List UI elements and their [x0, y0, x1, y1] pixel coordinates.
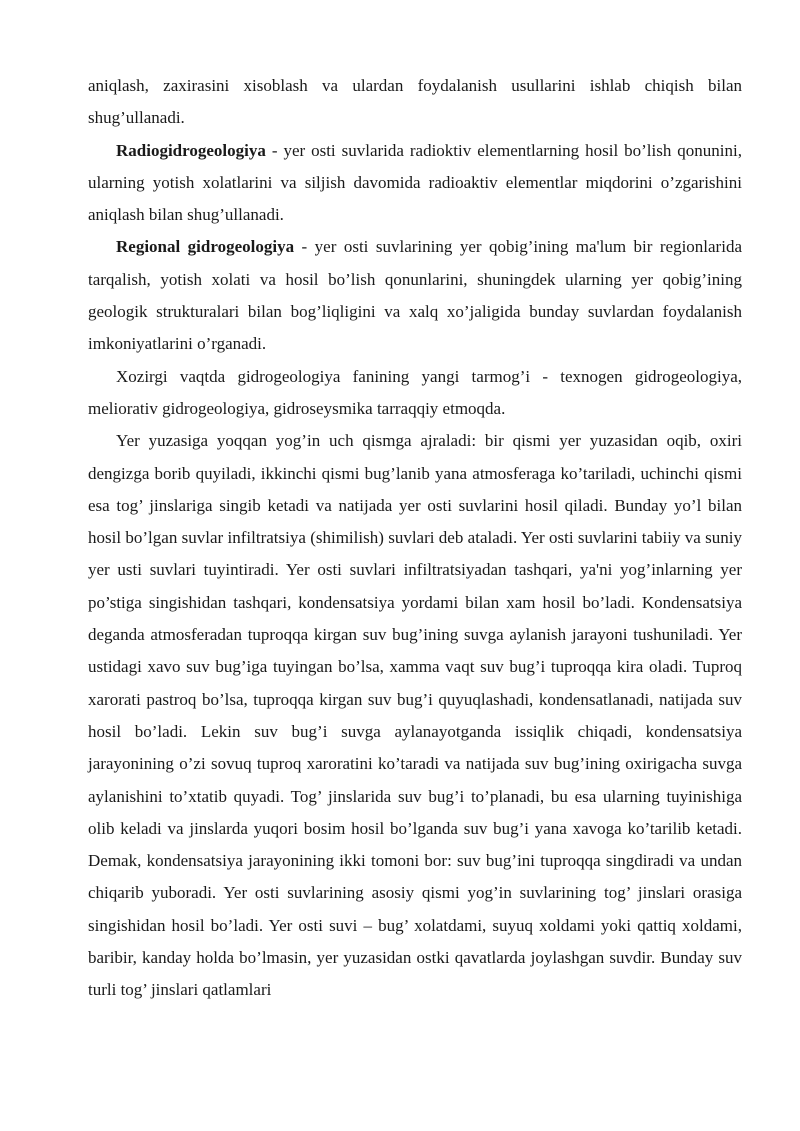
paragraph-text: aniqlash, zaxirasini xisoblash va ulardan foydalanish usullarini ishlab chiqish bilan shug’ullanadi.: [88, 76, 742, 128]
paragraph-precipitation: [88, 425, 742, 1006]
paragraph-text: - yer osti suvlarining yer qobig’ining ma'lum bir regionlarida tarqalish, yotish xolati va hosil bo’lish qonunlarini, shuningdek ularning yer qobig’ining geologik strukturalari bilan bog’liqligini va xalq xo’jaligida bunday suvlardan foydalanish imkoniyatlarini o’rganadi.: [88, 237, 742, 354]
paragraph-regional-gidrogeologiya: [88, 231, 742, 360]
term-heading: Regional gidrogeologiya: [116, 237, 295, 257]
paragraph-text: - yer osti suvlarida radioktiv elementlarning hosil bo’lish qonunini, ularning yotish xolatlarini va siljish davomida radioaktiv elementlar miqdorini o’zgarishini aniqlash bilan shug’ullanadi.: [88, 140, 742, 225]
paragraph-text: Xozirgi vaqtda gidrogeologiya fanining yangi tarmog’i - texnogen gidrogeologiya, meliorativ gidrogeologiya, gidroseysmika tarraqqiy etmoqda.: [88, 366, 742, 418]
paragraph-text: Yer yuzasiga yoqqan yog’in uch qismga ajraladi: bir qismi yer yuzasidan oqib, oxiri dengizga borib quyiladi, ikkinchi qismi bug’lanib yana atmosferaga ko’tariladi, uchinchi qismi esa tog’ jinslariga singib ketadi va natijada yer osti suvlarini hosil qiladi. Bunday yo’l bilan hosil bo’lgan suvlar infiltratsiya (shimilish) suvlari deb ataladi. Yer osti suvlarini tabiiy va suniy yer usti suvlari tuyintiradi. Yer osti suvlari infiltratsiyadan tashqari, ya'ni yog’inlarning yer po’stiga singishidan tashqari, kondensatsiya yordami bilan xam hosil bo’ladi. Kondensatsiya deganda atmosferadan tuproqqa kirgan suv bug’ining suvga aylanish jarayoni tushuniladi. Yer ustidagi xavo suv bug’iga tuyingan bo’lsa, xamma vaqt suv bug’i tuproqqa kira oladi. Tuproq xarorati pastroq bo’lsa, tuproqqa kirgan suv bug’i quyuqlashadi, kondensatlanadi, natijada suv hosil bo’ladi. Lekin suv bug’i suvga aylanayotganda issiqlik chiqadi, kondensatsiya jarayonining o’zi sovuq tuproq xaroratini ko’taradi va natijada suv bug’ining oxirigacha suvga aylanishini to’xtatib quyadi. Tog’ jinslarida suv bug’i to’planadi, bu esa ularning tuyinishiga olib keladi va jinslarda yuqori bosim hosil bo’lganda suv bug’i yana xavoga ko’tarilib ketadi. Demak, kondensatsiya jarayonining ikki tomoni bor: suv bug’ini tuproqqa singdiradi va undan chiqarib yuboradi. Yer osti suvlarining asosiy qismi yog’in suvlarining tog’ jinslari orasiga singishidan hosil bo’ladi. Yer osti suvi – bug’ xolatdami, suyuq xoldami yoki qattiq xoldami, baribir, kanday holda bo’lmasin, yer yuzasidan ostki qavatlarda joylashgan suvdir. Bunday suv turli tog’ jinslari qatlamlari: [88, 431, 742, 1000]
term-heading: Radiogidrogeologiya: [116, 140, 266, 160]
paragraph-continuation: [88, 70, 742, 135]
paragraph-radiogidrogeologiya: [88, 135, 742, 232]
paragraph-new-branches: [88, 361, 742, 426]
document-page: [88, 70, 742, 1007]
